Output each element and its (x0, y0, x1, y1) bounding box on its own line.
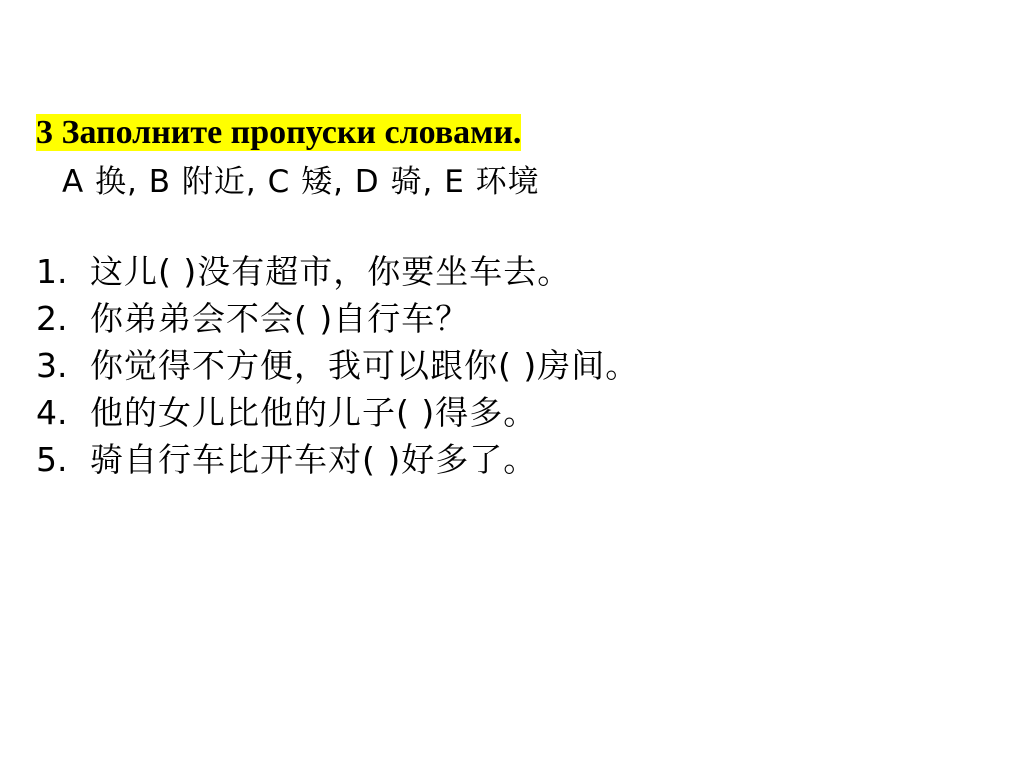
question-number: 1. (36, 252, 68, 291)
question-text: 你弟弟会不会( )自行车？ (90, 299, 470, 338)
slide-content (36, 112, 996, 483)
question-number: 2. (36, 299, 68, 338)
question-text: 骑自行车比开车对( )好多了。 (90, 440, 538, 479)
exercise-title-text: 3 Заполните пропуски словами. (36, 114, 522, 151)
answer-options: A 换, B 附近, C 矮, D 骑, E 环境 (62, 164, 540, 200)
question-text: 他的女儿比他的儿子( )得多。 (90, 393, 538, 432)
exercise-title (36, 112, 996, 154)
question-list (36, 248, 996, 483)
list-item (36, 342, 996, 389)
list-item (36, 436, 996, 483)
list-item (36, 389, 996, 436)
list-item (36, 295, 996, 342)
question-number: 4. (36, 393, 68, 432)
question-text: 这儿( )没有超市，你要坐车去。 (90, 252, 572, 291)
question-text: 你觉得不方便，我可以跟你( )房间。 (90, 346, 640, 385)
list-item (36, 248, 996, 295)
question-number: 3. (36, 346, 68, 385)
question-number: 5. (36, 440, 68, 479)
